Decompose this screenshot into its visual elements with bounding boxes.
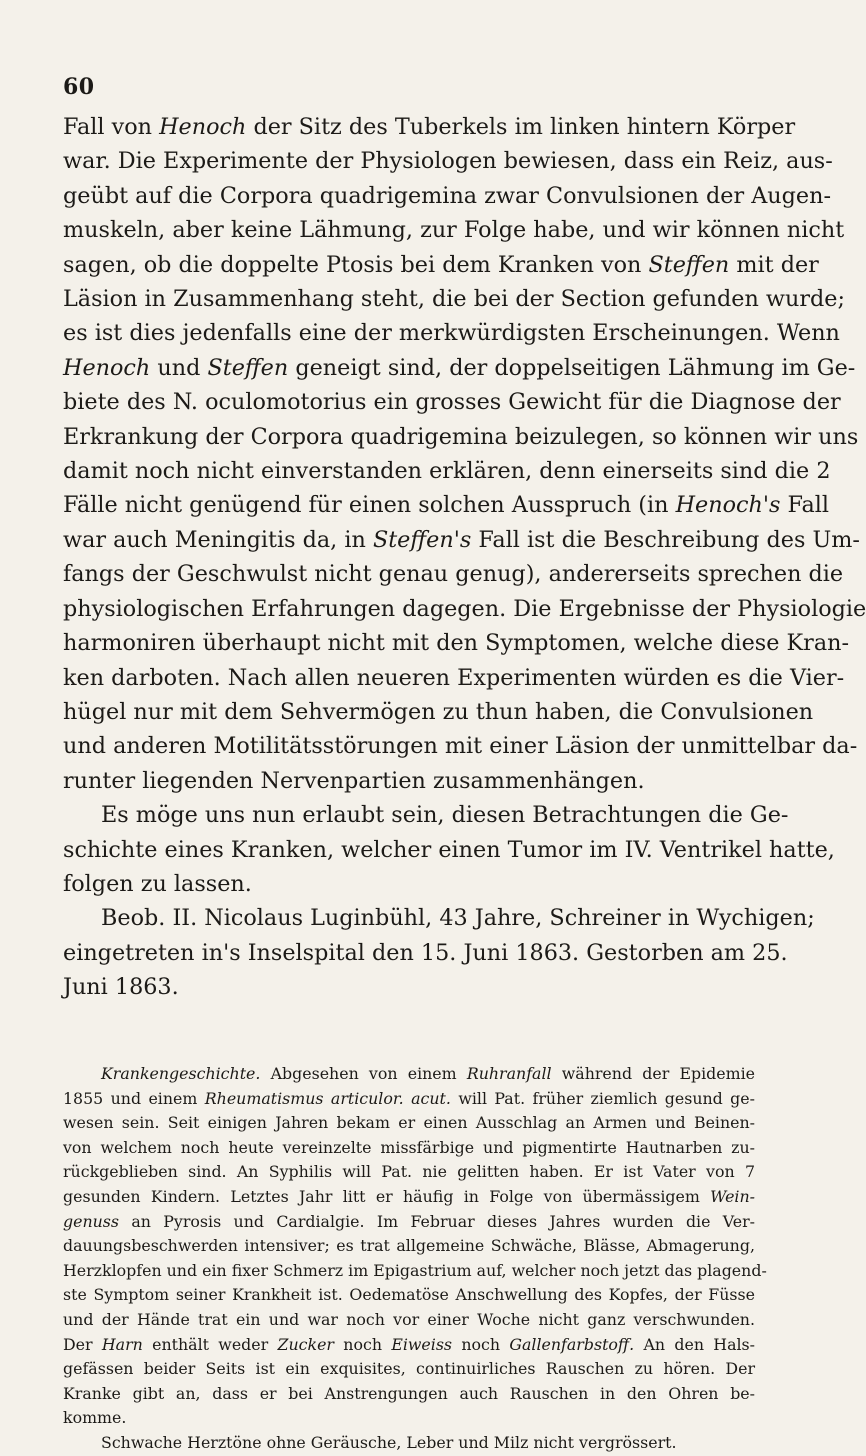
text-line: fangs der Geschwulst nicht genau genug), andererseits sprechen die	[63, 561, 844, 588]
text-line: Schwache Herztöne ohne Geräusche, Leber und Milz nicht vergrössert.	[101, 1432, 677, 1452]
text-line: sagen, ob die doppelte Ptosis bei dem Kranken von Steffen mit der	[63, 251, 819, 278]
text-line: ste Symptom seiner Krankheit ist. Oedematöse Anschwellung des Kopfes, der Füsse	[63, 1285, 755, 1305]
text-line: wesen sein. Seit einigen Jahren bekam er einen Ausschlag an Armen und Beinen-	[63, 1113, 755, 1133]
text-line: war auch Meningitis da, in Steffen's Fall ist die Beschreibung des Um-	[63, 526, 860, 553]
text-line: Henoch und Steffen geneigt sind, der doppelseitigen Lähmung im Ge-	[63, 354, 856, 381]
text-line: muskeln, aber keine Lähmung, zur Folge habe, und wir können nicht	[63, 217, 845, 244]
text-line: geübt auf die Corpora quadrigemina zwar Convulsionen der Augen-	[63, 182, 832, 209]
text-line: ken darboten. Nach allen neueren Experimenten würden es die Vier-	[63, 664, 845, 691]
text-line: Läsion in Zusammenhang steht, die bei der Section gefunden wurde;	[63, 286, 845, 313]
text-line: Erkrankung der Corpora quadrigemina beizulegen, so können wir uns	[63, 423, 859, 450]
text-line: und der Hände trat ein und war noch vor einer Woche nicht ganz verschwunden.	[63, 1309, 755, 1329]
text-line: rückgeblieben sind. An Syphilis will Pat. nie gelitten haben. Er ist Vater von 7	[63, 1162, 755, 1182]
text-line: Es möge uns nun erlaubt sein, diesen Betrachtungen die Ge-	[101, 802, 789, 829]
text-line: und anderen Motilitätsstörungen mit einer Läsion der unmittelbar da-	[63, 733, 858, 760]
text-line: physiologischen Erfahrungen dagegen. Die Ergebnisse der Physiologie	[63, 595, 866, 622]
text-line: Juni 1863.	[63, 974, 179, 1001]
text-line: Herzklopfen und ein fixer Schmerz im Epigastrium auf, welcher noch jetzt das plagend-	[63, 1260, 767, 1280]
text-line: Fälle nicht genügend für einen solchen Ausspruch (in Henoch's Fall	[63, 492, 830, 519]
text-line: Krankengeschichte. Abgesehen von einem Ruhranfall während der Epidemie	[101, 1064, 755, 1083]
text-line: komme.	[63, 1408, 127, 1428]
text-line: Der Harn enthält weder Zucker noch Eiweiss noch Gallenfarbstoff. An den Hals-	[63, 1334, 755, 1354]
text-line: Beob. II. Nicolaus Luginbühl, 43 Jahre, Schreiner in Wychigen;	[101, 905, 815, 932]
case-history-text	[63, 1062, 767, 1456]
text-line: runter liegenden Nervenpartien zusammenhängen.	[63, 767, 645, 794]
text-line: gefässen beider Seits ist ein exquisites, continuirliches Rauschen zu hören. Der	[63, 1359, 755, 1379]
text-line: hügel nur mit dem Sehvermögen zu thun haben, die Convulsionen	[63, 698, 814, 725]
text-line: damit noch nicht einverstanden erklären, denn einerseits sind die 2	[63, 458, 831, 485]
text-line: biete des N. oculomotorius ein grosses Gewicht für die Diagnose der	[63, 389, 841, 416]
text-line: dauungsbeschwerden intensiver; es trat allgemeine Schwäche, Blässe, Abmagerung,	[63, 1236, 755, 1256]
text-line: genuss an Pyrosis und Cardialgie. Im Februar dieses Jahres wurden die Ver-	[63, 1211, 755, 1231]
text-line: von welchem noch heute vereinzelte missfärbige und pigmentirte Hautnarben zu-	[63, 1137, 755, 1157]
text-line: schichte eines Kranken, welcher einen Tumor im IV. Ventrikel hatte,	[63, 836, 835, 863]
text-line: Kranke gibt an, dass er bei Anstrengungen auch Rauschen in den Ohren be-	[63, 1383, 755, 1403]
text-line: gesunden Kindern. Letztes Jahr litt er häufig in Folge von übermässigem Wein-	[63, 1186, 755, 1206]
main-text	[63, 110, 866, 1005]
text-line: harmoniren überhaupt nicht mit den Symptomen, welche diese Kran-	[63, 630, 850, 657]
text-line: 1855 und einem Rheumatismus articulor. acut. will Pat. früher ziemlich gesund ge-	[63, 1088, 755, 1108]
page-number: 60	[63, 74, 95, 100]
text-line: Fall von Henoch der Sitz des Tuberkels im linken hintern Körper	[63, 114, 796, 140]
text-line: es ist dies jedenfalls eine der merkwürdigsten Erscheinungen. Wenn	[63, 320, 840, 347]
text-line: folgen zu lassen.	[63, 870, 252, 897]
text-line: war. Die Experimente der Physiologen bewiesen, dass ein Reiz, aus-	[63, 148, 833, 175]
text-line: eingetreten in's Inselspital den 15. Juni 1863. Gestorben am 25.	[63, 939, 788, 966]
